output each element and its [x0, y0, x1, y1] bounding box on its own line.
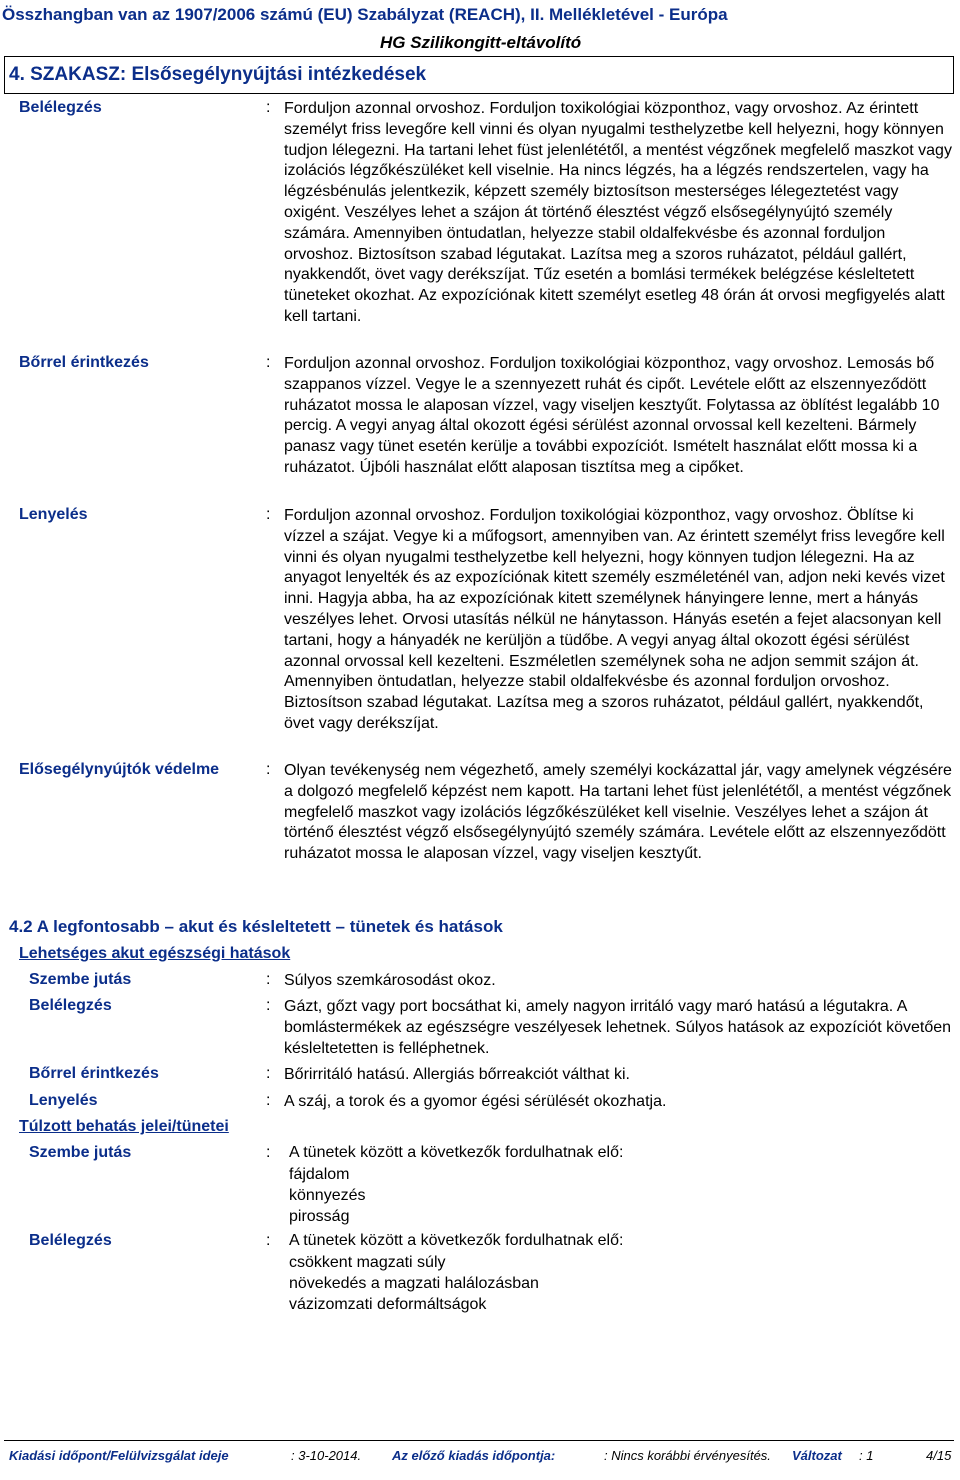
row-text: Forduljon azonnal orvoshoz. Forduljon toxikológiai központhoz, vagy orvoshoz. Lemosás bő szappanos vízzel. Vegye le a szennyezett ruhát és cipőt. Levétele előtt az elszennyeződött ruházatot mossa le alaposan vízzel, vagy viseljen kesztyűt. Folytassa az öblítést legalább 10 percig. A vegyi anyag által okozott égési sérülést azonnal orvossal kell kezelteni. Bármely panasz vagy tünet esetén kerülje a további expozíciót. Ismételt használat előtt mossa ki a ruházatot. Újbóli használat előtt alaposan tisztítsa meg a cipőket. [284, 355, 940, 476]
footer-issue-label: Kiadási időpont/Felülvizsgálat ideje [9, 1448, 229, 1463]
row-text: Forduljon azonnal orvoshoz. Forduljon toxikológiai központhoz, vagy orvoshoz. Öblítse ki vízzel a szájat. Vegye ki a műfogsort, amennyiben van. Az érintett személyt friss levegőre kell vinni és olyan nyugalmi testhelyzetbe kell helyezni, hogy könnyen tudjon lélegezni. Ha az anyagot lenyelték és az expozíciónak kitett személy eszméleténél van, adjon neki kevés vizet inni. Hagyja abba, ha az expozíciónak kitett személynek hányingere lenne, mert a hányás veszélyes lehet. Orvosi utasítás nélkül ne hánytasson. Hányás esetén a fejet alacsonyan kell tartani, hogy a hányadék ne kerüljön a tüdőbe. A vegyi anyag által okozott égési sérülést azonnal orvossal kell kezelteni. Eszméletlen személynek soha ne adjon semmit szájon át. Amennyiben öntudatlan, helyezze stabil oldalfekvésbe és azonnal forduljon orvoshoz. Biztosítson szabad légutakat. Lazítsa meg a szoros ruházatot, például gallért, nyakkendőt, övet vagy derékszíjat. [284, 507, 945, 732]
row-colon: : [266, 997, 271, 1014]
row-label: Szembe jutás [29, 971, 132, 988]
symptom-intro: A tünetek között a következők fordulhatnak elő: [289, 1144, 624, 1161]
row-text: Gázt, gőzt vagy port bocsáthat ki, amely nagyon irritáló vagy maró hatású a légutakra. A bomlástermékek az egészségre veszélyesek lehetnek. Súlyos hatások az expozíciót követően késleltetetten is felléphetnek. [284, 998, 952, 1057]
symptom-list [289, 1165, 366, 1227]
footer-prev-value: : Nincs korábbi érvényesítés. [604, 1448, 771, 1463]
row-label: Lenyelés [29, 1092, 98, 1109]
row-label: Belélegzés [29, 997, 112, 1014]
footer-version-value: : 1 [859, 1448, 874, 1463]
list-item: növekedés a magzati halálozásban [289, 1274, 539, 1292]
list-item: csökkent magzati súly [289, 1254, 446, 1271]
regulation-header: Összhangban van az 1907/2006 számú (EU) Szabályzat (REACH), II. Mellékletével - Európa [2, 5, 728, 24]
list-item: fájdalom [289, 1166, 350, 1183]
row-label: Bőrrel érintkezés [29, 1065, 159, 1082]
section-title: 4. SZAKASZ: Elsősegélynyújtási intézkedések [9, 64, 427, 85]
row-colon: : [266, 1065, 271, 1082]
row-text: A száj, a torok és a gyomor égési sérülését okozhatja. [284, 1093, 667, 1110]
row-label: Elősegélynyújtók védelme [19, 761, 220, 778]
row-colon: : [266, 971, 271, 988]
list-item: pirosság [289, 1207, 350, 1225]
acute-effects-heading: Lehetséges akut egészségi hatások [19, 945, 291, 962]
row-text: Bőrirritáló hatású. Allergiás bőrreakciót válthat ki. [284, 1066, 630, 1083]
row-colon: : [266, 761, 271, 778]
footer-prev-label: Az előző kiadás időpontja: [392, 1448, 556, 1463]
row-label: Lenyelés [19, 506, 88, 523]
row-label: Szembe jutás [29, 1144, 132, 1161]
section-header-box [4, 56, 954, 94]
row-colon: : [266, 1232, 271, 1249]
symptom-intro: A tünetek között a következők fordulhatnak elő: [289, 1232, 624, 1249]
row-colon: : [266, 506, 271, 523]
row-colon: : [266, 354, 271, 371]
row-text: Forduljon azonnal orvoshoz. Forduljon toxikológiai központhoz, vagy orvoshoz. Az érintett személyt friss levegőre kell vinni és olyan nyugalmi testhelyzetbe kell helyezni, hogy könnyen tudjon lélegezni. Ha tartani lehet füst jelenlététől, a mentést végzőnek megfelelő maszkot vagy izolációs légzőkészüléket kell viselnie. Ha nincs légzés, ha a légzés rendszertelen, vagy ha légzésbénulás jelentkezik, képzett személy biztosítson mesterséges lélegeztetést vagy oxigént. Veszélyes lehet a szájon át történő élesztést végző elsősegélynyújtó személy számára. Amennyiben öntudatlan, helyezze stabil oldalfekvésbe és azonnal forduljon orvoshoz. Biztosítson szabad légutakat. Lazítsa meg a szoros ruházatot, például gallért, nyakkendőt, övet vagy derékszíjat. Tűz esetén a bomlási termékek belégzése késleltetett tüneteket okozhat. Az expozíciónak kitett személyt esetleg 48 órán át orvosi megfigyelés alatt kell tartani. [284, 100, 952, 325]
overexposure-heading: Túlzott behatás jelei/tünetei [19, 1118, 229, 1135]
footer-divider [4, 1440, 954, 1441]
list-item: vázizomzati deformáltságok [289, 1295, 487, 1313]
row-text: Olyan tevékenység nem végezhető, amely személyi kockázattal jár, vagy amelynek végzésére a dolgozó megfelelő képzést nem kapott. Ha tartani lehet füst jelenlététől, a mentést végzőnek megfelelő maszkot vagy izolációs légzőkészüléket kell viselnie. Veszélyes lehet a szájon át történő élesztést végző elsősegélynyújtó személy számára. Levétele előtt az elszennyeződött ruházatot mossa le alaposan vízzel, vagy viseljen kesztyűt. [284, 762, 952, 863]
subsection-title: 4.2 A legfontosabb – akut és késleltetett – tünetek és hatások [9, 917, 503, 936]
footer-issue-value: : 3-10-2014. [291, 1448, 362, 1463]
symptom-list [289, 1253, 539, 1315]
footer-page: 4/15 [926, 1448, 952, 1463]
row-colon: : [266, 1144, 271, 1161]
row-text: Súlyos szemkárosodást okoz. [284, 972, 496, 989]
row-label: Belélegzés [19, 99, 102, 116]
row-label: Belélegzés [29, 1232, 112, 1249]
row-label: Bőrrel érintkezés [19, 354, 149, 371]
footer-version-label: Változat [792, 1448, 842, 1463]
row-colon: : [266, 1092, 271, 1109]
product-name: HG Szilikongitt-eltávolító [380, 33, 582, 52]
list-item: könnyezés [289, 1186, 366, 1204]
row-colon: : [266, 99, 271, 116]
